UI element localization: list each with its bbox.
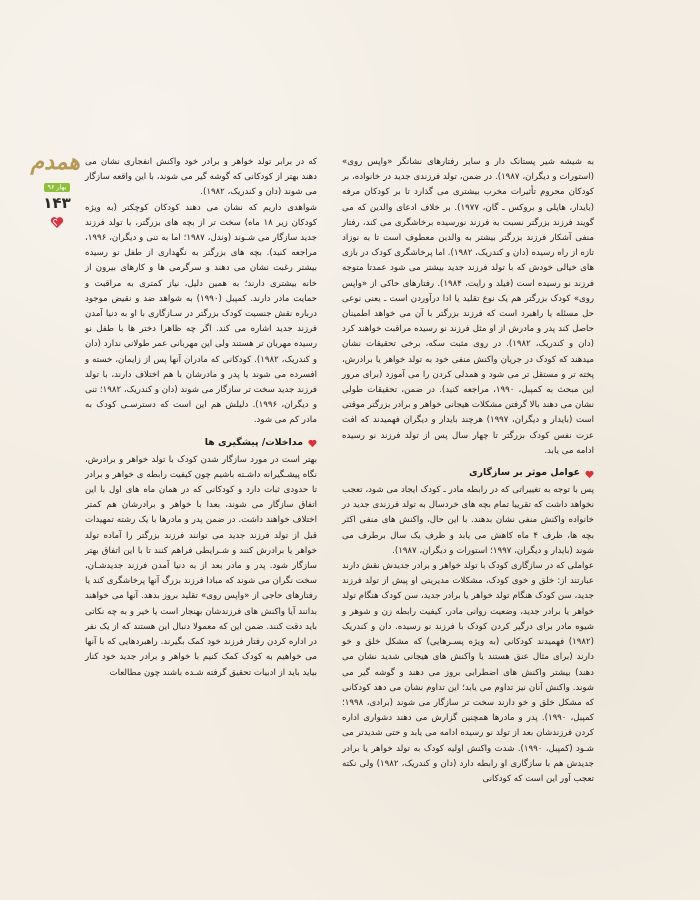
page-number: ۱۴۳	[43, 194, 71, 212]
body-paragraph: شواهدی داریم که نشان می دهند کودکان کوچکتر (به ویژه کودکان زیر ۱۸ ماه) سخت تر از بچه های بزرگتر، با تولد فرزند جدید سازگار می شـوند (وندل، ۱۹۸۷؛ اما به تنی و دیگران، ۱۹۹۶، مراجعه کنید). بچه های بزرگتر به نگهداری از طفل نو رسیده بیشتر رغبت نشان می دهند و سرگرمی ها و کارهای بیرون از خانه بیشتری دارند؛ به همین دلیل، نیاز کمتری به مراقبت و حمایت مادر دارند. کمپبل (۱۹۹۰) به شواهد ضد و نقیض موجود درباره نقش جنسیت کودک بزرگتر در سـازگاری با او به دنیا آمدن فرزند جدید اشاره می کند. اگر چه ظاهرا دختر ها با طفل نو رسیده مهربان تر هستند ولی این مهربانی عمر طولانی ندارد (دان و کندریک، ۱۹۸۲). کودکانی که مادران آنها پس از زایمان، خسته و افسرده می شوند یا پدر و مادرشان با هم اختلاف دارند، با تولد فرزند جدید سخت تر سازگار می شوند (دان و کندریک، ۱۹۸۲؛ تنی و دیگران، ۱۹۹۶). دلیلش هم این است که دسترسـی کودک به مادر کم می شود.	[85, 202, 317, 426]
heart-bullet-icon	[308, 438, 317, 447]
section-heading	[85, 435, 317, 451]
magazine-title: همدم	[30, 149, 80, 175]
heart-bullet-icon	[585, 469, 594, 478]
body-paragraph: بهتر است در مورد سازگار شدن کودک با تولد خواهر و برادرش، نگاه پیشـگیرانه داشـته باشیم چون کیفیت رابطه ی خواهر و برادر تا حدودی ثبات دارد و کودکانی که در همان ماه های اول با این اتفاق سازگار می شوند، بعدا با خواهر و برادرشان هم کمتر اختلاف خواهند داشت. در ضمن پدر و مادرها با یک رشته تمهیدات قبل از تولد فرزند جدید می توانند فرزند بزرگتر را آماده تولد خواهر یا برادرش کنند و شـرایطی فراهم کنند تا با این اتفاق بهتر سازگار شود. پدر و مادر بعد از به دنیا آمدن فرزند جدیدشـان، سخت نگران می شوند که مبادا فرزند بزرگ آنها پرخاشگری کند یا رفتارهای حاجی از «واپس روی» تقلید بروز بدهد. آنها می خواهند بدانند آیا واکنش های فرزندشان بهنجار است یا خیر و به چه نکاتی باید دقت کنند. ضمن این که معمولا دنبال این هستند که از یک نفر در اداره کردن رفتار فرزند خود کمک بگیرند. راهبردهایی که با آنها می خواهیم به کودک کمک کنیم با خواهر و برادر جدید خود کنار بیاید باید از ادبیات تحقیق گرفته شـده باشند چون مطالعات	[85, 454, 317, 678]
body-paragraph: پس با توجه به تغییراتی که در رابطه مادر ـ کودک ایجاد می شود، تعجب نخواهد داشت که تقریبا تمام بچه های خردسال به تولد فرزندی جدید در خانواده واکنش منفی نشان بدهند. با این حال، واکنش های منفی اکثر بچه ها، ظرف ۴ ماه کاهش می یابد و ظرف یک سال برطرف می شوند (بایدار و دیگران، ۱۹۹۷؛ استورات و دیگران، ۱۹۸۷).	[342, 485, 594, 556]
body-paragraph: عواملی که در سازگاری کودک با تولد خواهر و برادر جدیدش نقش دارند عبارتند از: خلق و خوی کودک، مشکلات مدیریتی او پیش از تولد فرزند جدید، سن کودک هنگام تولد خواهر یا برادر جدید، سن کودک هنگام تولد خواهر یا برادر جدید، وضعیت روانی مادر، کیفیت رابطه زن و شوهر و شیوه مادر برای درگیر کردن کودک با فرزند نو رسیده. دان و کندریک (۱۹۸۲) فهمیدند کودکانی (به ویژه پسـرهایی) که مشکل خلق و خو دارند (برای مثال عنق هستند یا واکنش های هیجانی شدید نشان می دهند) بیشتر واکنش های اضطرابی بروز می دهند و گوشه گیر می شوند. واکنش آنان نیز تداوم می یابد؛ این تداوم نشان می دهد کودکانی که مشکل خلق و خو دارند سخت تر سازگار می شوند (برادی، ۱۹۹۸؛ کمپبل، ۱۹۹۰). پدر و مادرها همچنین گزارش می دهند دشواری اداره کردن فرزندشان بعد از تولد نو رسیده ادامه می یابد و حتی شدیدتر می شـود (کمپبل، ۱۹۹۰). شدت واکنش اولیه کودک به تولد خواهر یا برادر جدیدش هم با سازگاری او رابطه دارد (دان و کندریک، ۱۹۸۲) ولی نکته تعجب آور این است که کودکانی	[342, 561, 595, 784]
magazine-logo	[30, 149, 80, 246]
issue-season-badge: بهار ۹۶	[44, 183, 71, 192]
section-heading	[342, 465, 594, 481]
heart-logo-icon	[34, 214, 80, 233]
left-column	[85, 155, 317, 681]
section-heading-text: عوامل موثر بر سازگاری	[469, 467, 580, 479]
body-paragraph: به شیشه شیر پستانک دار و سایر رفتارهای نشانگر «واپس روی» (استورات و دیگران، ۱۹۸۷). در ضمن، تولد فرزندی جدید در خانواده، بر کودکان محروم تأثیرات مخرب بیشتری می گذارد تا بر کودکان مرفه (بایدار، هایلی و بروکس ـ گان، ۱۹۷۷). بر خلاف ادعای والدین که می گویند فرزند بزرگتر نسبت به فرزند نورسیده برخاشگری می کند، رفتار منفی آشکار فرزند بزرگتر بیشتر به والدین معطوف است تا به نوزاد تازه از راه رسیده (دان و کندریک، ۱۹۸۲). اما پرخاشگری کودک در بازی های خیالی خودش که با تولد فرزند جدید بیشتر می شود عمدتا متوجه فرزند نو رسیده است (فیلد و رایت، ۱۹۸۴). رفتارهای حاکی از «واپس روی» کودک بزرگتر هم یک نوع تقلید یا ادا درآوردن است ـ یعنی نوعی حل مسئله یا راهبرد است که فرزند بزرگتر با آن می خواهد اطمینان حاصل کند پدر و مادرش از او مثل فرزند نو رسیده مراقبت خواهند کرد (دان و کندریک، ۱۹۸۲). در روی مثبت سکه، برخی تحقیقات نشان میدهند که کودک در جریان واکنش منفی خود به تولد خواهر یا برادرش، پخته تر و مستقل تر می شود و همدلی کردن را می آموزد (برای مرور این مبحث به کمپبل، ۱۹۹۰، مراجعه کنید). در ضمن، تحقیقات طولی نشان می دهند بالا گرفتن مشکلات هیجانی خواهر و برادر بزرگتر موقتی است (بایدار و دیگران، ۱۹۹۷) هرچند بایدار و دیگران فهمیدند که افت عزت نفس کودک بزرگتر تا چهار سال پس از تولد فرزند نو رسیده ادامه می یابد.	[341, 157, 595, 456]
body-paragraph: که در برابر تولد خواهر و برادر خود واکنش انفجاری نشان می دهند بهتر از کودکانی که گوشه گیر می شوند، با این واقعه سازگار می شوند (دان و کندریک، ۱۹۸۲).	[85, 157, 317, 198]
right-column	[342, 155, 594, 787]
section-heading-text: مداخلات/ پیشگیری ها	[204, 436, 303, 448]
